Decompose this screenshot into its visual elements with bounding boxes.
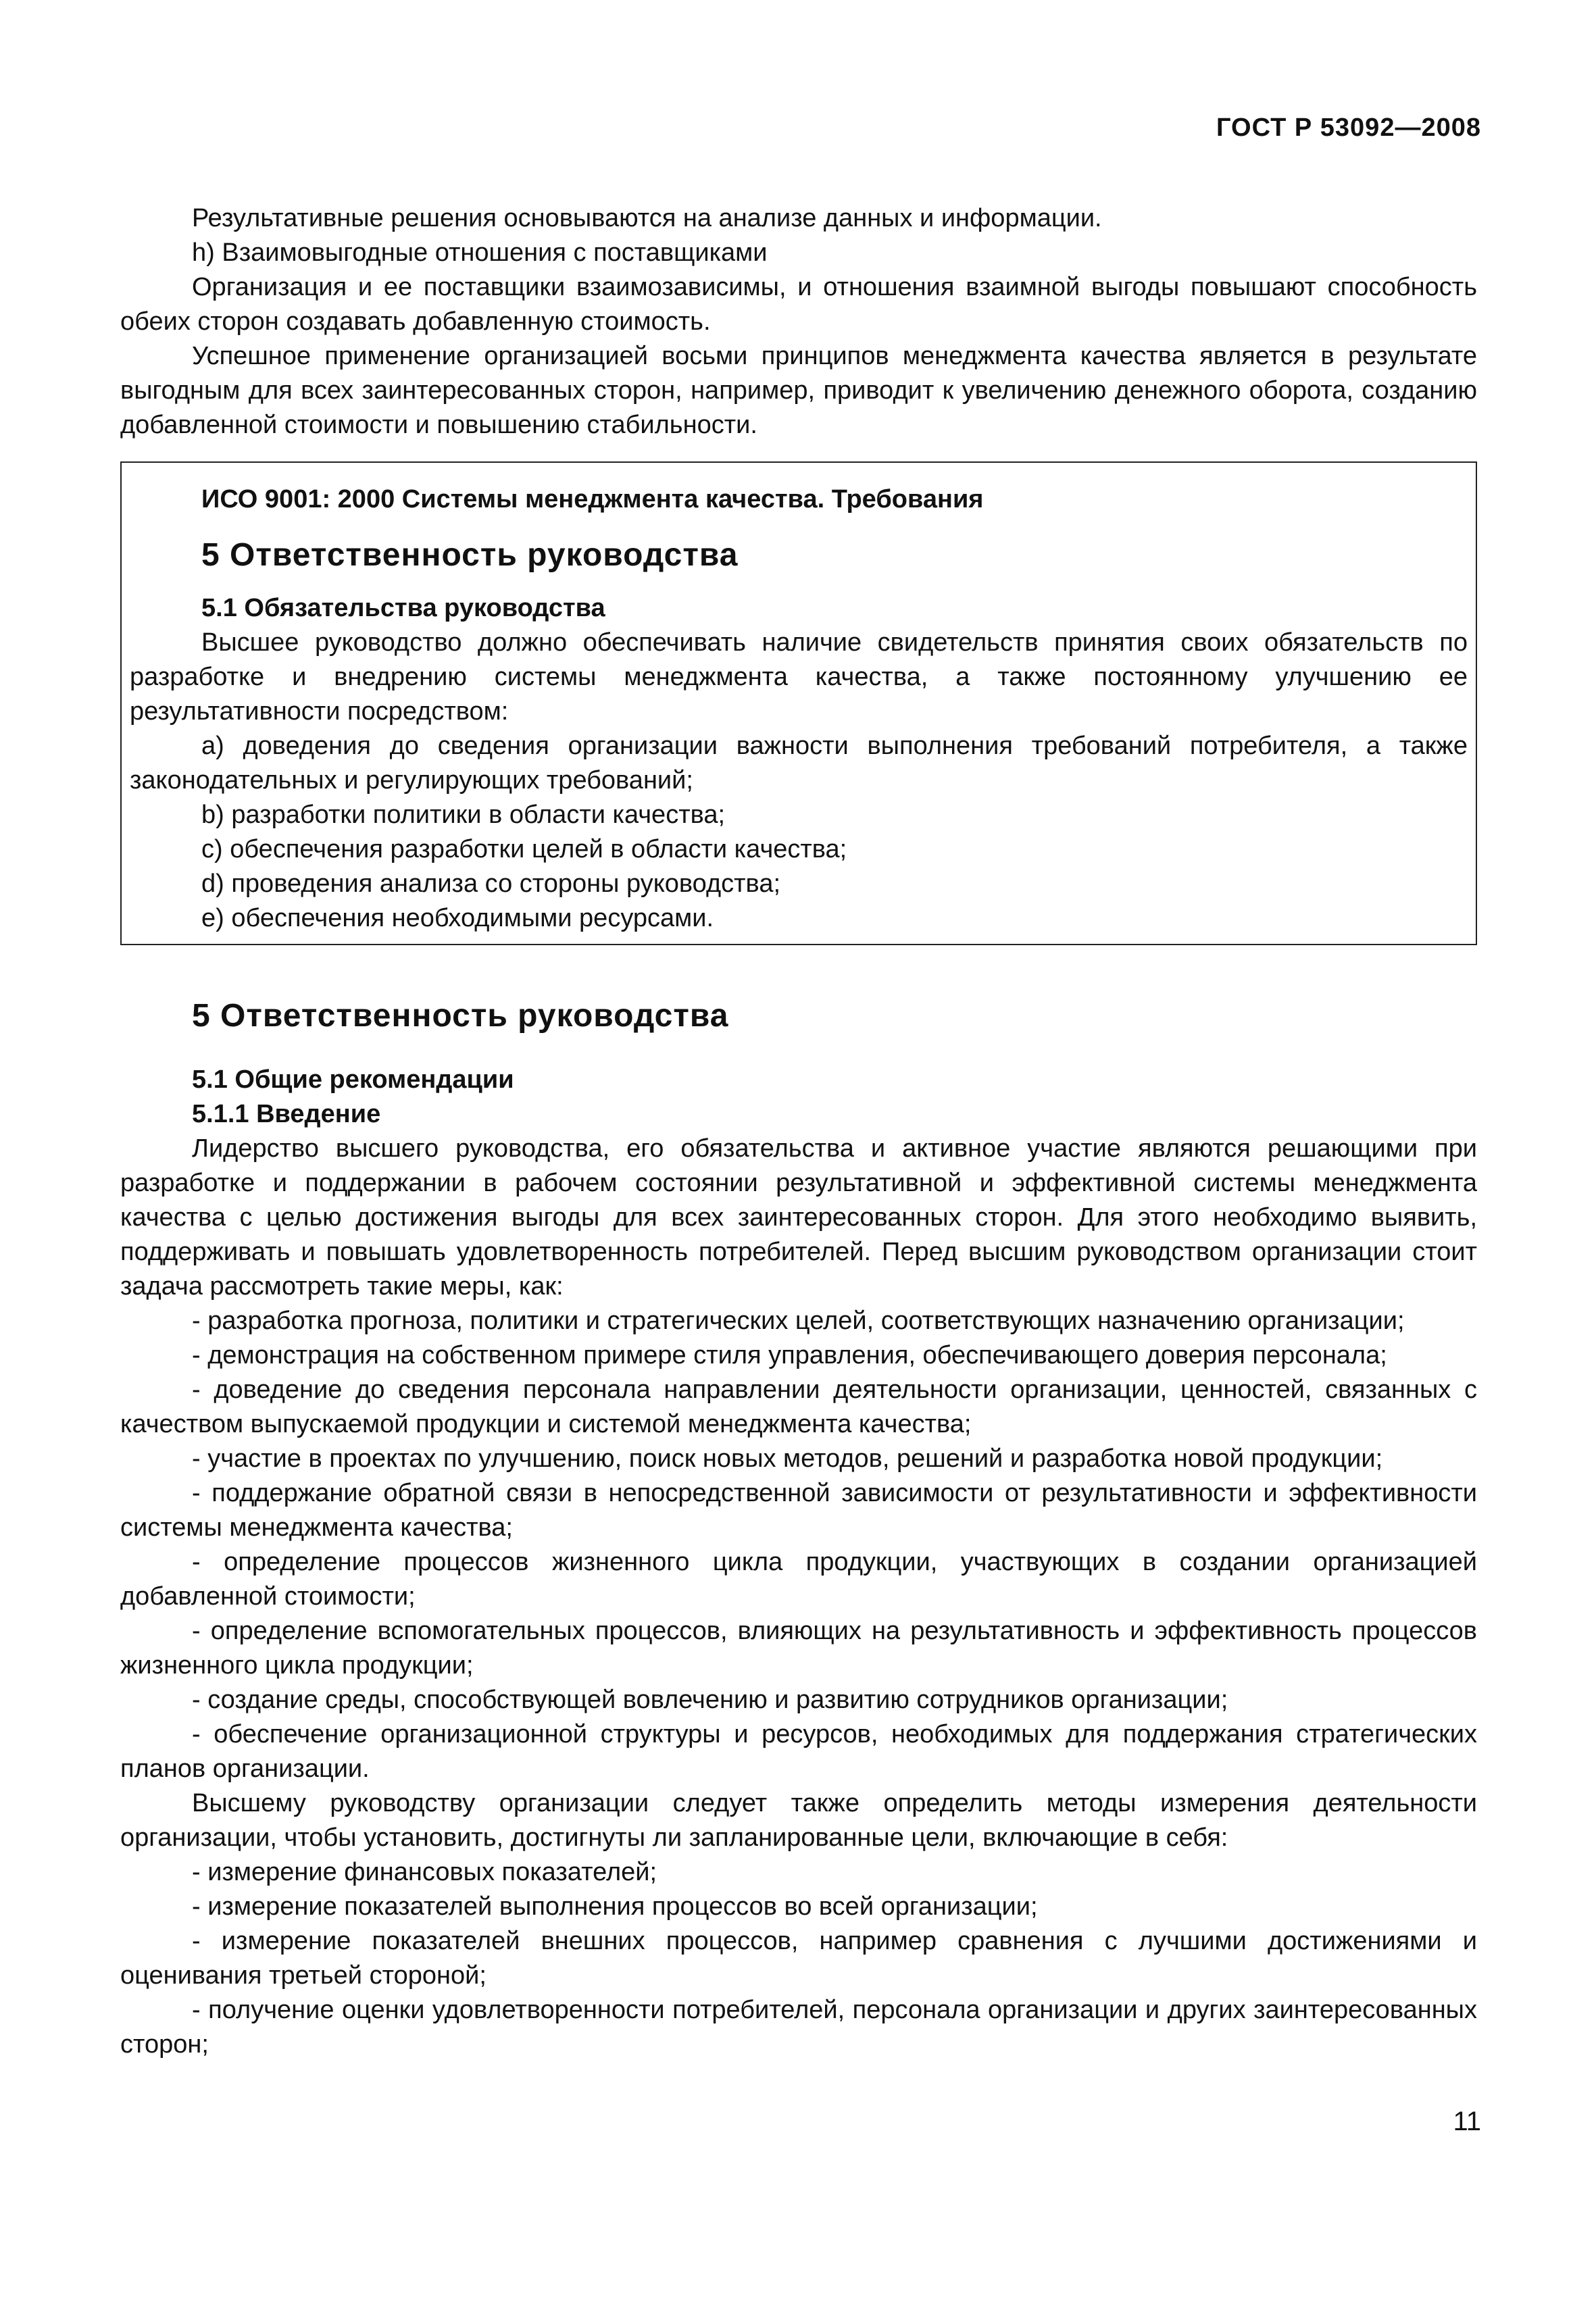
section-subsubheading: 5.1.1 Введение (192, 1100, 381, 1128)
list-item: - получение оценки удовлетворенности потребителей, персонала организации и других заинтересованных сторон; (120, 1996, 1477, 2059)
list-item: - доведение до сведения персонала направлении деятельности организации, ценностей, связанных с качеством выпускаемой продукции и системой менеджмента качества; (120, 1376, 1477, 1438)
iso-box-title: ИСО 9001: 2000 Системы менеджмента качества. Требования (201, 485, 984, 513)
list-item: - измерение показателей выполнения процессов во всей организации; (192, 1892, 1038, 1921)
iso-box-paragraph-1: Высшее руководство должно обеспечивать наличие свидетельств принятия своих обязательств по разработке и внедрению системы менеджмента качества, а также постоянному улучшению ее результативности посредством: (130, 628, 1468, 726)
list-item: - определение процессов жизненного цикла продукции, участвующих в создании организацией добавленной стоимости; (120, 1548, 1477, 1611)
intro-paragraph-4: Успешное применение организацией восьми принципов менеджмента качества является в результате выгодным для всех заинтересованных сторон, например, приводит к увеличению денежного оборота, созданию добавленной стоимости и повышению стабильности. (120, 342, 1477, 439)
list-item: - разработка прогноза, политики и стратегических целей, соответствующих назначению организации; (192, 1307, 1405, 1335)
iso-box-item-c: c) обеспечения разработки целей в области качества; (201, 835, 847, 863)
iso-box-item-b: b) разработки политики в области качества; (201, 801, 726, 829)
section-paragraph-1: Лидерство высшего руководства, его обязательства и активное участие являются решающими при разработке и поддержании в рабочем состоянии результативной и эффективной системы менеджмента качества с целью достижения выгоды для всех заинтересованных сторон. Для этого необходимо выявить, поддерживать и повышать удовлетворенность потребителей. Перед высшим руководством организации стоит задача рассмотреть такие меры, как: (120, 1134, 1477, 1301)
list-item: - обеспечение организационной структуры и ресурсов, необходимых для поддержания стратегических планов организации. (120, 1720, 1477, 1783)
page-content (120, 201, 1477, 2062)
iso-box-heading: 5 Ответственность руководства (201, 537, 739, 573)
iso-box-subheading: 5.1 Обязательства руководства (201, 594, 605, 622)
section-subheading: 5.1 Общие рекомендации (192, 1065, 514, 1094)
section-paragraph-2: Высшему руководству организации следует также определить методы измерения деятельности организации, чтобы установить, достигнуты ли запланированные цели, включающие в себя: (120, 1789, 1477, 1852)
iso-box-item-a: a) доведения до сведения организации важности выполнения требований потребителя, а также законодательных и регулирующих требований; (130, 732, 1468, 795)
intro-paragraph-1: Результативные решения основываются на анализе данных и информации. (192, 204, 1102, 232)
list-item: - участие в проектах по улучшению, поиск новых методов, решений и разработка новой продукции; (192, 1444, 1383, 1473)
iso-box-item-e: e) обеспечения необходимыми ресурсами. (201, 904, 714, 932)
iso-requirements-box (120, 461, 1477, 945)
intro-paragraph-2: h) Взаимовыгодные отношения с поставщиками (192, 238, 768, 267)
list-item: - демонстрация на собственном примере стиля управления, обеспечивающего доверия персонала; (192, 1341, 1387, 1369)
page-number: 11 (1453, 2107, 1481, 2136)
list-item: - поддержание обратной связи в непосредственной зависимости от результативности и эффективности системы менеджмента качества; (120, 1479, 1477, 1542)
list-item: - создание среды, способствующей вовлечению и развитию сотрудников организации; (192, 1686, 1228, 1714)
iso-box-item-d: d) проведения анализа со стороны руководства; (201, 870, 781, 898)
section-heading: 5 Ответственность руководства (192, 998, 729, 1034)
intro-paragraph-3: Организация и ее поставщики взаимозависимы, и отношения взаимной выгоды повышают способность обеих сторон создавать добавленную стоимость. (120, 273, 1477, 336)
list-item: - измерение финансовых показателей; (192, 1858, 657, 1886)
list-item: - определение вспомогательных процессов, влияющих на результативность и эффективность процессов жизненного цикла продукции; (120, 1617, 1477, 1680)
list-item: - измерение показателей внешних процессов, например сравнения с лучшими достижениями и оценивания третьей стороной; (120, 1927, 1477, 1990)
document-id: ГОСТ Р 53092—2008 (1216, 114, 1481, 142)
